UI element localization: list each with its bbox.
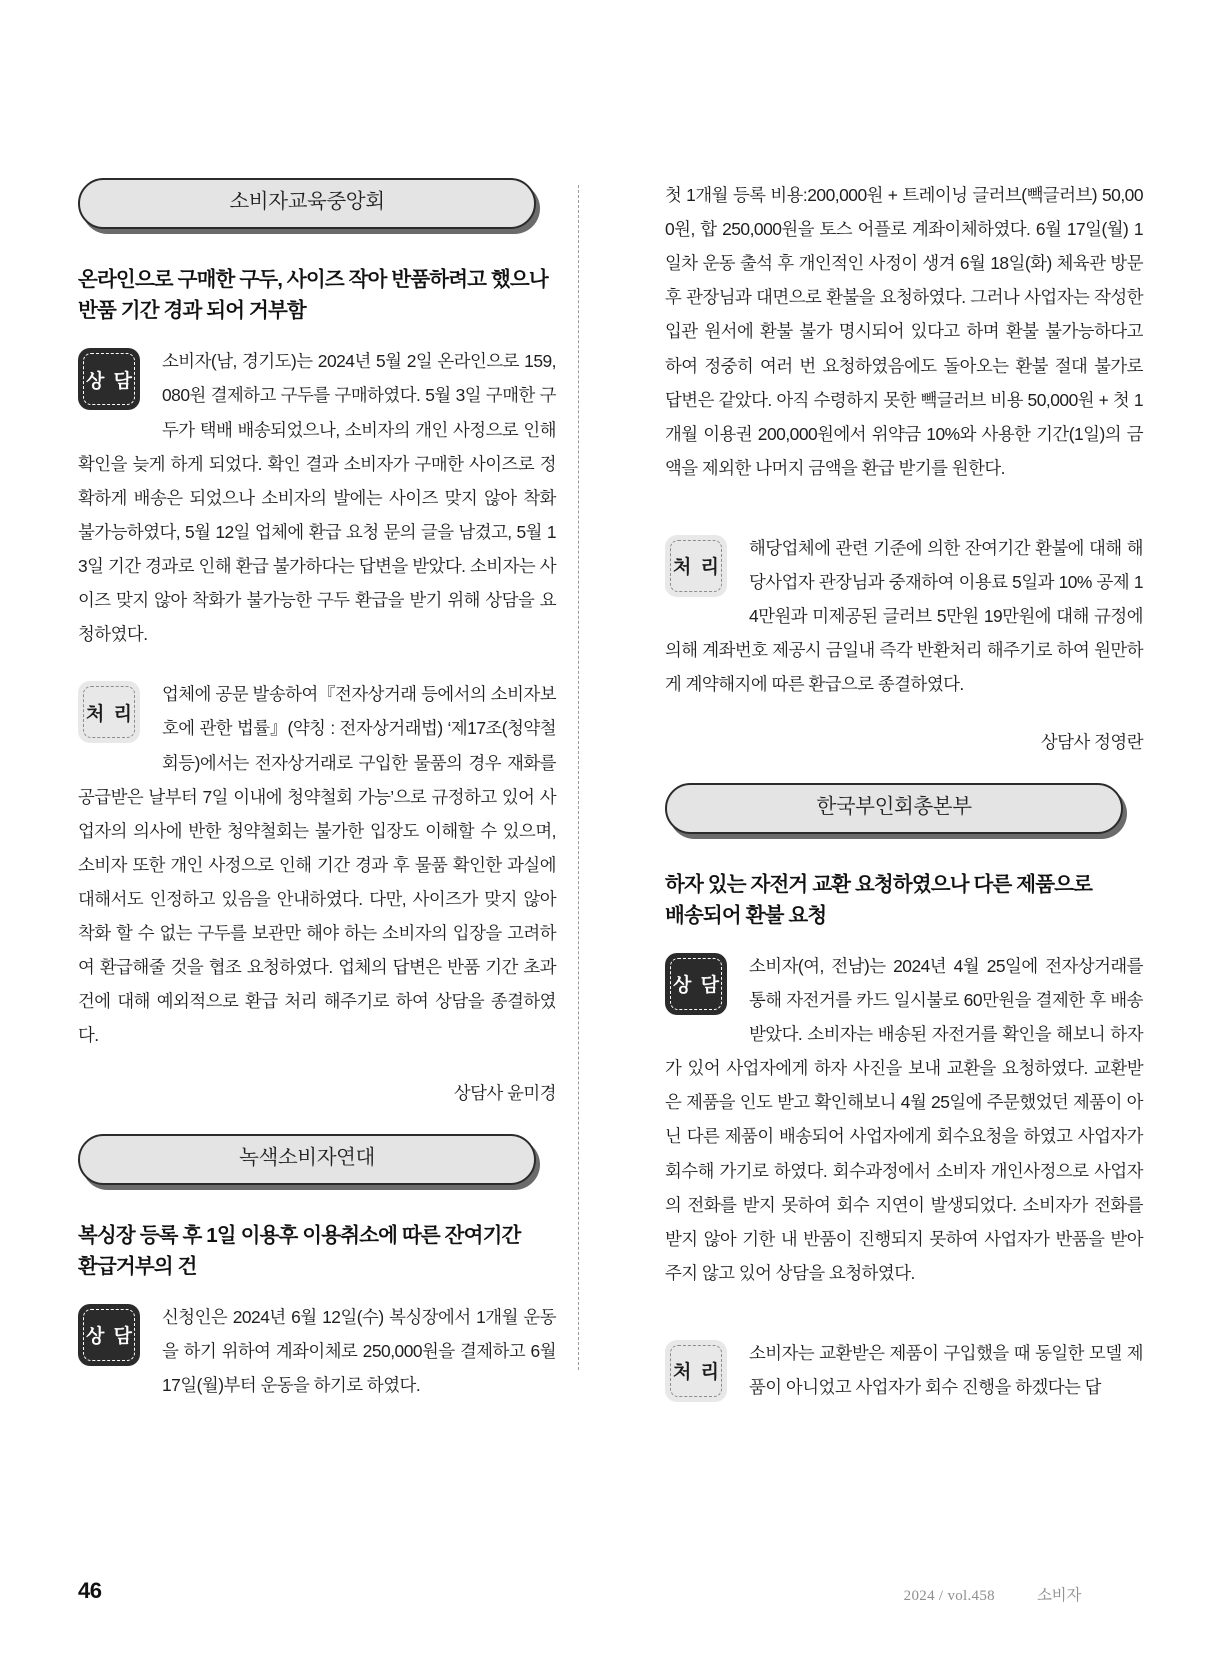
org-name-label: 한국부인회총본부	[816, 794, 972, 818]
pill-body	[78, 1134, 536, 1185]
resolution-block	[78, 677, 556, 1052]
resolution-text: 소비자는 교환받은 제품이 구입했을 때 동일한 모델 제품이 아니었고 사업자가 회수 진행을 하겠다는 답	[749, 1342, 1143, 1398]
left-column	[78, 178, 556, 1432]
issue-label: 2024 / vol.458	[903, 1588, 995, 1604]
badge-consultation: 상 담	[78, 348, 140, 410]
page-footer	[78, 1578, 1149, 1608]
case-title: 온라인으로 구매한 구두, 사이즈 작아 반품하려고 했으나 반품 기간 경과 되어 거부함	[78, 268, 548, 323]
badge-resolution: 처 리	[665, 1340, 727, 1402]
consultation-block	[78, 1300, 556, 1402]
counselor-signature: 상담사 정영란	[1040, 731, 1143, 752]
resolution-text: 업체에 공문 발송하여『전자상거래 등에서의 소비자보호에 관한 법률』(약칭 : 전자상거래법) ‘제17조(청약철회등)에서는 전자상거래로 구입한 물품의 경우 재화를 공급받은 날부터 7일 이내에 청약철회 가능’으로 규정하고 있어 사업자의 의사에 반한 청약철회는 불가한 입장도 이해할 수 있으며, 소비자 또한 개인 사정으로 인해 기간 경과 후 물품 확인한 과실에 대해서도 인정하고 있음을 안내하였다. 다만, 사이즈가 맞지 않아 착화 할 수 없는 구두를 보관만 해야 하는 소비자의 입장을 고려하여 환급해줄 것을 협조 요청하였다. 업체의 답변은 반품 기간 초과 건에 대해 예외적으로 환급 처리 해주기로 하여 상담을 종결하였다.	[78, 684, 556, 1046]
pill-body	[78, 178, 536, 229]
consultation-text-wrap	[665, 949, 1143, 1290]
page-number: 46	[78, 1578, 102, 1603]
magazine-brand: 소비자	[1036, 1587, 1081, 1604]
badge-consultation: 상 담	[78, 1304, 140, 1366]
badge-resolution: 처 리	[665, 535, 727, 597]
case-title: 복싱장 등록 후 1일 이용후 이용취소에 따른 잔여기간 환급거부의 건	[78, 1223, 521, 1278]
org-pill-consumer-education	[78, 178, 540, 234]
resolution-text-wrap	[78, 677, 556, 1052]
pill-body	[665, 783, 1123, 834]
resolution-text-wrap	[665, 1336, 1143, 1404]
org-pill-green-consumer	[78, 1134, 540, 1190]
resolution-block	[665, 1336, 1143, 1404]
badge-consultation: 상 담	[665, 953, 727, 1015]
consultation-text: 소비자(여, 전남)는 2024년 4월 25일에 전자상거래를 통해 자전거를 카드 일시불로 60만원을 결제한 후 배송 받았다. 소비자는 배송된 자전거를 확인을 해보니 하자가 있어 사업자에게 하자 사진을 보내 교환을 요청하였다. 교환받은 제품을 인도 받고 확인해보니 4월 25일에 주문했었던 제품이 아닌 다른 제품이 배송되어 사업자에게 회수요청을 하였고 사업자가 회수해 가기로 하였다. 회수과정에서 소비자 개인사정으로 사업자의 전화를 받지 못하여 회수 지연이 발생되었다. 소비자가 전화를 받지 않아 기한 내 반품이 진행되지 못하여 사업자가 반품을 받아주지 않고 있어 상담을 요청하였다.	[665, 955, 1143, 1283]
two-column-layout	[78, 178, 1143, 1432]
org-name-label: 녹색소비자연대	[239, 1145, 375, 1169]
consultation-block	[665, 949, 1143, 1290]
consultation-text-wrap	[78, 1300, 556, 1402]
case-title: 하자 있는 자전거 교환 요청하였으나 다른 제품으로 배송되어 환불 요청	[665, 872, 1093, 927]
spacer	[665, 511, 1143, 531]
consultation-text-wrap	[78, 344, 556, 651]
continuation-text: 첫 1개월 등록 비용:200,000원 + 트레이닝 글러브(빽글러브) 50,000원, 합 250,000원을 토스 어플로 계좌이체하였다. 6월 17일(월) 1일차 운동 출석 후 개인적인 사정이 생겨 6월 18일(화) 체육관 방문 후 관장님과 대면으로 환불을 요청하였다. 그러나 사업자는 작성한 입관 원서에 환불 불가 명시되어 있다고 하며 환불 불가능하다고 하여 정중히 여러 번 요청하였음에도 돌아오는 환불 절대 불가로 답변은 같았다. 아직 수령하지 못한 빽글러브 비용 50,000원 + 첫 1개월 이용권 200,000원에서 위약금 10%와 사용한 기간(1일)의 금액을 제외한 나머지 금액을 환급 받기를 원한다.	[665, 185, 1143, 478]
right-column	[665, 178, 1143, 1432]
counselor-signature: 상담사 윤미경	[453, 1082, 556, 1103]
org-name-label: 소비자교육중앙회	[229, 190, 385, 214]
resolution-text-wrap	[665, 531, 1143, 702]
footer-meta	[904, 1583, 1081, 1605]
consultation-block	[78, 344, 556, 651]
resolution-text: 해당업체에 관련 기준에 의한 잔여기간 환불에 대해 해당사업자 관장님과 중재하여 이용료 5일과 10% 공제 14만원과 미제공된 글러브 5만원 19만원에 대해 규정에 의해 계좌번호 제공시 금일내 즉각 반환처리 해주기로 하여 원만하게 계약해지에 따른 환급으로 종결하였다.	[665, 537, 1143, 695]
org-pill-korean-womens-association	[665, 783, 1127, 839]
badge-resolution: 처 리	[78, 681, 140, 743]
resolution-block	[665, 531, 1143, 702]
consultation-text: 신청인은 2024년 6월 12일(수) 복싱장에서 1개월 운동을 하기 위하여 계좌이체로 250,000원을 결제하고 6월 17일(월)부터 운동을 하기로 하였다.	[162, 1306, 556, 1396]
spacer	[665, 1316, 1143, 1336]
consultation-text: 소비자(남, 경기도)는 2024년 5월 2일 온라인으로 159,080원 결제하고 구두를 구매하였다. 5월 3일 구매한 구두가 택배 배송되었으나, 소비자의 개인 사정으로 인해 확인을 늦게 하게 되었다. 확인 결과 소비자가 구매한 사이즈로 정확하게 배송은 되었으나 소비자의 발에는 사이즈 맞지 않아 착화 불가능하였다, 5월 12일 업체에 환급 요청 문의 글을 남겼고, 5월 13일 기간 경과로 인해 환급 불가하다는 답변을 받았다. 소비자는 사이즈 맞지 않아 착화가 불가능한 구두 환급을 받기 위해 상담을 요청하였다.	[78, 351, 556, 645]
